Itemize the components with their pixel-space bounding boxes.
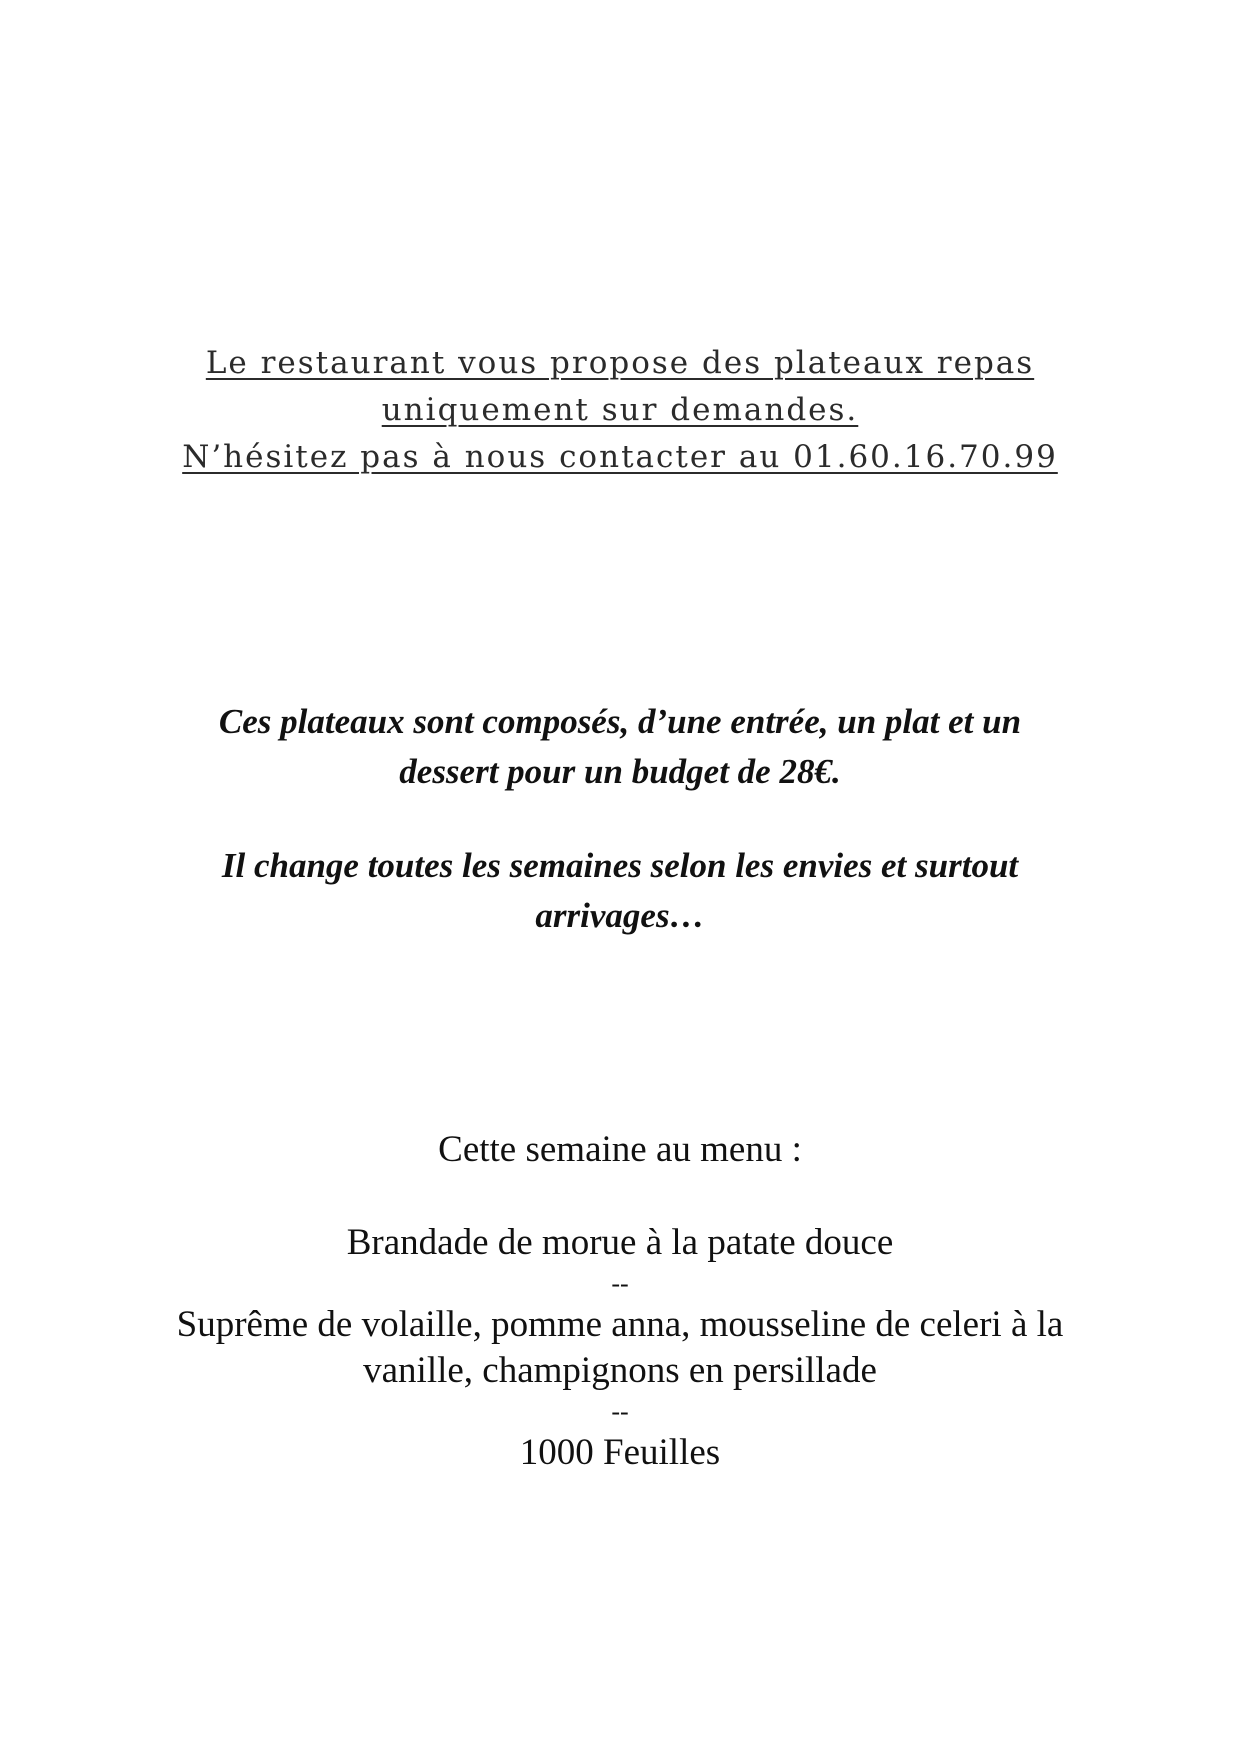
notice-line-3-phone: N’hésitez pas à nous contacter au 01.60.16.70.99 (182, 439, 1058, 475)
menu-separator: -- (611, 1397, 629, 1426)
description-line-2: dessert pour un budget de 28€. (399, 752, 841, 791)
menu-title: Cette semaine au menu : (438, 1129, 802, 1170)
tray-description (0, 697, 1240, 797)
description-line-1: Ces plateaux sont composés, d’une entrée, un plat et un (218, 702, 1022, 741)
menu-starter: Brandade de morue à la patate douce (346, 1222, 894, 1263)
change-note-line-1: Il change toutes les semaines selon les envies et surtout (221, 846, 1019, 885)
change-note-line-2: arrivages… (535, 896, 705, 935)
menu-dessert: 1000 Feuilles (519, 1432, 721, 1473)
notice-line-1: Le restaurant vous propose des plateaux repas (205, 345, 1035, 381)
notice-line-2: uniquement sur demandes. (381, 392, 859, 428)
menu-main-line-1: Suprême de volaille, pomme anna, mousseline de celeri à la (176, 1304, 1064, 1345)
order-notice (0, 340, 1240, 481)
menu-separator: -- (611, 1269, 629, 1298)
weekly-change-note (0, 841, 1240, 941)
weekly-menu (0, 1127, 1240, 1476)
menu-main-line-2: vanille, champignons en persillade (363, 1350, 877, 1391)
